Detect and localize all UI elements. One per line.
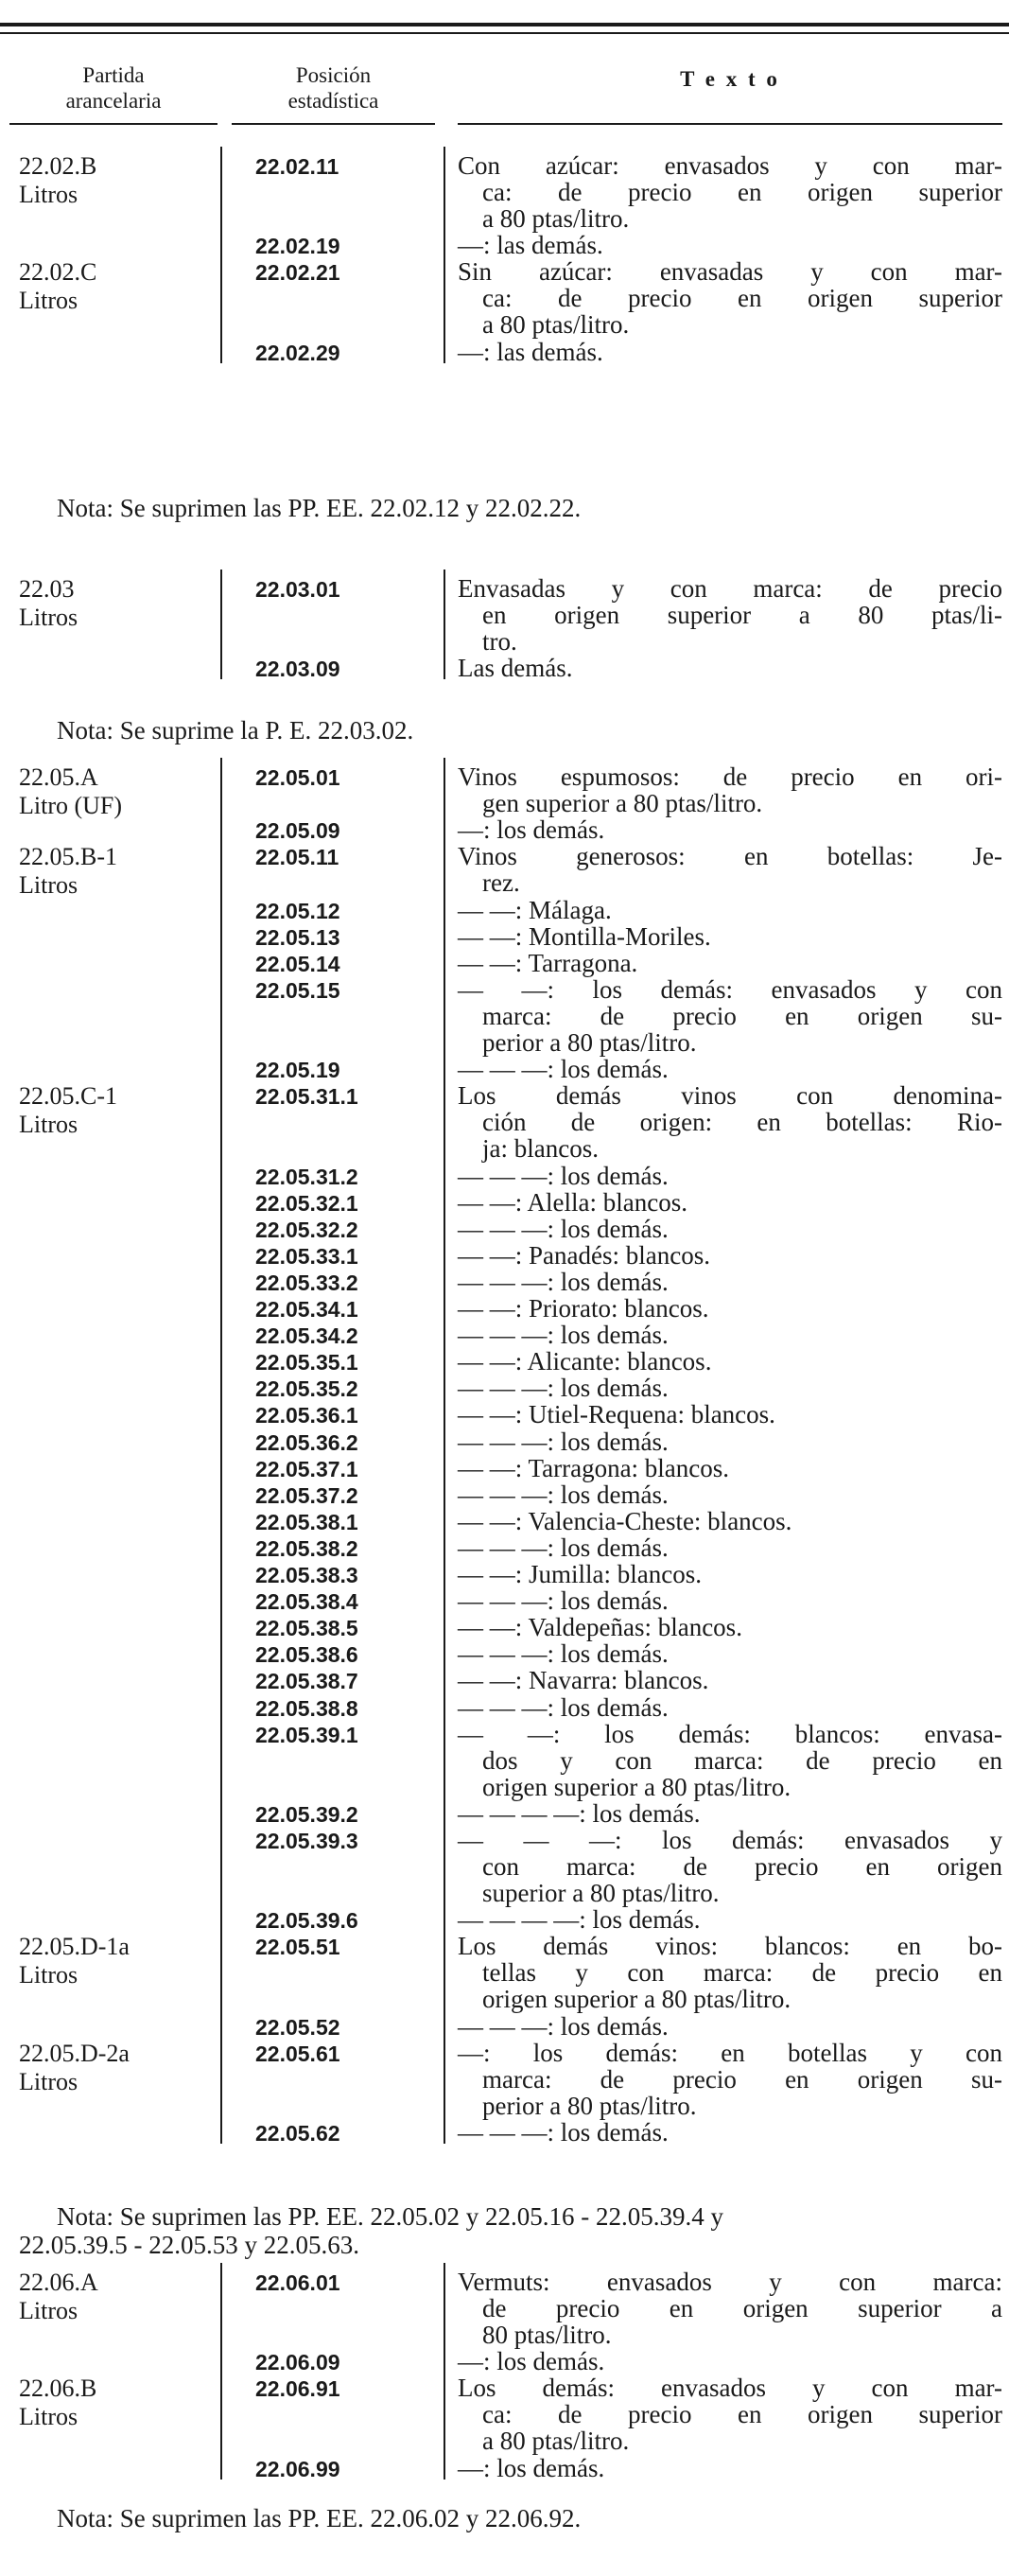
posicion-estadistica: 22.05.38.5 <box>255 1616 358 1641</box>
posicion-estadistica: 22.05.01 <box>255 765 340 790</box>
texto-cell <box>458 1508 1002 1534</box>
posicion-estadistica: 22.05.33.2 <box>255 1270 358 1295</box>
texto-line: — —: Tarragona. <box>458 948 638 977</box>
header-partida <box>9 62 217 114</box>
texto-cell <box>458 655 1002 681</box>
texto-cell <box>458 2348 1002 2374</box>
texto-line: — —: Tarragona: blancos. <box>458 1453 730 1482</box>
texto-line: — — —: los demás. <box>458 2011 669 2041</box>
posicion-estadistica: 22.05.39.1 <box>255 1722 358 1747</box>
texto-cell <box>458 950 1002 976</box>
texto-cell <box>458 575 1002 655</box>
texto-cell <box>458 1534 1002 1561</box>
partida-unit: Litros <box>19 871 78 900</box>
posicion-estadistica: 22.05.09 <box>255 818 340 844</box>
posicion-estadistica: 22.05.31.2 <box>255 1164 358 1189</box>
texto-cell <box>458 1906 1002 1933</box>
texto-line: Vinos generosos: en botellas: Je- <box>458 842 1002 871</box>
texto-cell <box>458 976 1002 1056</box>
posicion-estadistica: 22.06.09 <box>255 2350 340 2375</box>
column-rule-1 <box>220 2263 222 2480</box>
texto-line: — — —: los demás. <box>458 1055 669 1084</box>
posicion-estadistica: 22.05.36.2 <box>255 1429 358 1455</box>
partida-code: 22.03 <box>19 575 75 603</box>
posicion-estadistica: 22.05.36.1 <box>255 1403 358 1428</box>
texto-cell <box>458 232 1002 258</box>
partida-code: 22.05.B-1 <box>19 843 117 871</box>
texto-cell <box>458 1348 1002 1375</box>
column-rule-1 <box>220 147 222 363</box>
posicion-estadistica: 22.05.33.1 <box>255 1243 358 1269</box>
header-texto: T e x t o <box>680 67 780 91</box>
texto-line: — —: Utiel-Requena: blancos. <box>458 1400 775 1429</box>
posicion-estadistica: 22.05.39.3 <box>255 1829 358 1853</box>
column-rule-2 <box>444 570 445 679</box>
texto-cell <box>458 1933 1002 2012</box>
column-rule-1 <box>220 570 222 679</box>
texto-line: — —: Priorato: blancos. <box>458 1294 709 1323</box>
posicion-estadistica: 22.05.31.1 <box>255 1084 358 1110</box>
texto-line: rez. <box>482 868 520 898</box>
texto-cell <box>458 339 1002 365</box>
texto-line: — —: Valencia-Cheste: blancos. <box>458 1506 792 1535</box>
texto-line: ción de origen: en botellas: Rio- <box>482 1108 1002 1137</box>
section-note: Nota: Se suprime la P. E. 22.03.02. <box>57 716 414 745</box>
partida-code: 22.05.C-1 <box>19 1082 117 1111</box>
partida-unit: Litros <box>19 2067 78 2095</box>
partida-code: 22.06.B <box>19 2374 97 2403</box>
texto-cell <box>458 1295 1002 1322</box>
texto-line: — —: Navarra: blancos. <box>458 1666 709 1695</box>
texto-line: — — —: los demás. <box>458 1533 669 1562</box>
texto-cell <box>458 923 1002 950</box>
posicion-estadistica: 22.06.99 <box>255 2456 340 2481</box>
texto-line: —: las demás. <box>458 231 603 260</box>
partida-code: 22.06.A <box>19 2269 98 2296</box>
partida-unit: Litros <box>19 2297 78 2324</box>
posicion-estadistica: 22.06.01 <box>255 2270 340 2295</box>
header-partida-line1: Partida <box>82 63 145 87</box>
texto-line: Los demás: envasados y con mar- <box>458 2374 1002 2403</box>
texto-line: origen superior a 80 ptas/litro. <box>482 1985 792 2014</box>
texto-cell <box>458 2455 1002 2481</box>
posicion-estadistica: 22.05.37.1 <box>255 1456 358 1481</box>
partida-code: 22.02.B <box>19 152 97 180</box>
column-rule-2 <box>444 758 445 2144</box>
posicion-estadistica: 22.05.38.4 <box>255 1589 358 1615</box>
texto-cell <box>458 843 1002 896</box>
texto-cell <box>458 1269 1002 1295</box>
texto-cell <box>458 1587 1002 1614</box>
texto-cell <box>458 1322 1002 1348</box>
posicion-estadistica: 22.05.38.7 <box>255 1669 358 1694</box>
partida-unit: Litros <box>19 604 78 631</box>
texto-line: superior a 80 ptas/litro. <box>482 1879 720 1907</box>
texto-line: —: los demás. <box>458 2453 605 2482</box>
posicion-estadistica: 22.02.19 <box>255 234 340 259</box>
texto-cell <box>458 897 1002 923</box>
section-note: Nota: Se suprimen las PP. EE. 22.05.02 y 22.05.16 - 22.05.39.4 y <box>57 2202 723 2231</box>
texto-line: dos y con marca: de precio en <box>482 1745 1002 1775</box>
texto-line: — — —: los demás. <box>458 1214 669 1243</box>
posicion-estadistica: 22.05.13 <box>255 924 340 950</box>
texto-line: ca: de precio en origen superior <box>482 178 1002 206</box>
texto-line: — — —: los demás. <box>458 1586 669 1616</box>
texto-line: ja: blancos. <box>482 1134 599 1164</box>
posicion-estadistica: 22.05.38.8 <box>255 1695 358 1721</box>
texto-cell <box>458 1189 1002 1216</box>
partida-code: 22.05.D-1a <box>19 1933 130 1961</box>
section-note: 22.05.39.5 - 22.05.53 y 22.05.63. <box>19 2231 359 2259</box>
texto-cell <box>458 1721 1002 1800</box>
posicion-estadistica: 22.03.01 <box>255 577 340 602</box>
texto-cell <box>458 2374 1002 2454</box>
texto-line: — — —: los demás. <box>458 2118 669 2147</box>
texto-cell <box>458 258 1002 338</box>
texto-line: Sin azúcar: envasadas y con mar- <box>458 257 1002 287</box>
partida-code: 22.05.A <box>19 763 98 791</box>
texto-cell <box>458 816 1002 843</box>
texto-line: —: las demás. <box>458 337 603 366</box>
header-rule-col2 <box>232 123 435 125</box>
texto-cell <box>458 2013 1002 2040</box>
posicion-estadistica: 22.05.61 <box>255 2041 340 2066</box>
texto-line: ca: de precio en origen superior <box>482 2400 1002 2429</box>
texto-line: — —: los demás: blancos: envasa- <box>458 1719 1002 1748</box>
texto-cell <box>458 1375 1002 1401</box>
texto-line: — — — —: los demás. <box>458 1905 701 1935</box>
texto-line: — —: los demás: envasados y con <box>458 974 1002 1004</box>
texto-line: —: los demás. <box>458 2347 605 2376</box>
section-note: Nota: Se suprimen las PP. EE. 22.06.02 y 22.06.92. <box>57 2504 582 2532</box>
texto-line: ca: de precio en origen superior <box>482 284 1002 313</box>
texto-cell <box>458 1401 1002 1428</box>
posicion-estadistica: 22.05.62 <box>255 2121 340 2147</box>
texto-cell <box>458 1640 1002 1667</box>
posicion-estadistica: 22.06.91 <box>255 2376 340 2402</box>
posicion-estadistica: 22.05.38.6 <box>255 1642 358 1668</box>
texto-line: en origen superior a 80 ptas/li- <box>482 601 1002 629</box>
texto-line: perior a 80 ptas/litro. <box>482 1027 697 1057</box>
posicion-estadistica: 22.05.39.2 <box>255 1801 358 1827</box>
texto-cell <box>458 1163 1002 1189</box>
texto-line: — — —: los demás. <box>458 1374 669 1403</box>
texto-line: marca: de precio en origen su- <box>482 1001 1002 1030</box>
texto-line: a 80 ptas/litro. <box>482 310 630 340</box>
texto-cell <box>458 1614 1002 1640</box>
header-rule-col1 <box>9 123 217 125</box>
texto-line: — — —: los demás. <box>458 1480 669 1509</box>
texto-line: origen superior a 80 ptas/litro. <box>482 1772 792 1801</box>
column-rule-1 <box>220 758 222 2144</box>
partida-unit: Litros <box>19 287 78 315</box>
posicion-estadistica: 22.05.12 <box>255 898 340 923</box>
texto-line: — — —: los demás. <box>458 1427 669 1456</box>
texto-line: Vermuts: envasados y con marca: <box>458 2268 1002 2296</box>
texto-line: — —: Jumilla: blancos. <box>458 1560 702 1588</box>
texto-line: — — —: los demás. <box>458 1321 669 1350</box>
header-partida-line2: arancelaria <box>65 89 162 113</box>
posicion-estadistica: 22.05.37.2 <box>255 1482 358 1508</box>
texto-line: 80 ptas/litro. <box>482 2321 612 2349</box>
texto-cell <box>458 1694 1002 1721</box>
texto-line: Los demás vinos con denomina- <box>458 1081 1002 1111</box>
texto-cell <box>458 1800 1002 1827</box>
texto-cell <box>458 2040 1002 2119</box>
partida-unit: Litro (UF) <box>19 792 123 819</box>
texto-line: Los demás vinos: blancos: en bo- <box>458 1932 1002 1961</box>
texto-line: —: los demás. <box>458 815 605 845</box>
texto-cell <box>458 1827 1002 1906</box>
texto-line: — — —: los demás. <box>458 1692 669 1722</box>
texto-line: Las demás. <box>458 654 573 683</box>
texto-cell <box>458 1667 1002 1693</box>
posicion-estadistica: 22.05.35.2 <box>255 1376 358 1402</box>
header-posicion <box>232 62 435 114</box>
posicion-estadistica: 22.05.11 <box>255 845 339 870</box>
posicion-estadistica: 22.05.39.6 <box>255 1908 358 1934</box>
header-rule-col3 <box>458 123 1002 125</box>
header-posicion-line2: estadística <box>287 89 379 113</box>
texto-line: — —: Panadés: blancos. <box>458 1240 710 1270</box>
texto-line: — —: Alella: blancos. <box>458 1187 687 1217</box>
texto-cell <box>458 1242 1002 1269</box>
texto-line: gen superior a 80 ptas/litro. <box>482 789 763 817</box>
posicion-estadistica: 22.05.38.1 <box>255 1509 358 1534</box>
texto-line: —: los demás: en botellas y con <box>458 2038 1002 2067</box>
texto-line: — —: Montilla-Moriles. <box>458 921 711 951</box>
texto-line: tellas y con marca: de precio en <box>482 1958 1002 1988</box>
texto-line: tro. <box>482 627 517 656</box>
texto-line: perior a 80 ptas/litro. <box>482 2091 697 2120</box>
texto-cell <box>458 2119 1002 2146</box>
posicion-estadistica: 22.05.19 <box>255 1058 340 1083</box>
section-note: Nota: Se suprimen las PP. EE. 22.02.12 y 22.02.22. <box>57 494 582 522</box>
texto-cell <box>458 1056 1002 1082</box>
posicion-estadistica: 22.05.51 <box>255 1935 340 1960</box>
texto-line: Vinos espumosos: de precio en ori- <box>458 762 1002 791</box>
texto-cell <box>458 1455 1002 1481</box>
posicion-estadistica: 22.05.52 <box>255 2014 340 2040</box>
column-rule-2 <box>444 147 445 363</box>
texto-cell <box>458 1561 1002 1587</box>
posicion-estadistica: 22.05.32.1 <box>255 1190 358 1216</box>
texto-line: — — —: los demás. <box>458 1267 669 1296</box>
texto-line: Con azúcar: envasados y con mar- <box>458 151 1002 180</box>
texto-line: con marca: de precio en origen <box>482 1852 1002 1881</box>
partida-unit: Litros <box>19 181 78 208</box>
posicion-estadistica: 22.05.34.1 <box>255 1297 358 1322</box>
posicion-estadistica: 22.03.09 <box>255 657 340 682</box>
texto-line: — —: Málaga. <box>458 895 612 924</box>
partida-code: 22.02.C <box>19 258 97 287</box>
texto-line: a 80 ptas/litro. <box>482 2427 630 2456</box>
texto-line: de precio en origen superior a <box>482 2294 1002 2322</box>
header-posicion-line1: Posición <box>295 63 372 87</box>
partida-unit: Litros <box>19 2403 78 2431</box>
texto-cell <box>458 1082 1002 1162</box>
posicion-estadistica: 22.02.21 <box>255 260 340 286</box>
posicion-estadistica: 22.02.11 <box>255 154 339 179</box>
posicion-estadistica: 22.05.34.2 <box>255 1323 358 1349</box>
texto-cell <box>458 2269 1002 2348</box>
texto-cell <box>458 152 1002 232</box>
posicion-estadistica: 22.05.35.1 <box>255 1350 358 1376</box>
texto-line: — — — —: los demás. <box>458 1798 701 1828</box>
texto-line: — —: Valdepeñas: blancos. <box>458 1613 742 1642</box>
texto-cell <box>458 763 1002 816</box>
posicion-estadistica: 22.05.14 <box>255 951 340 976</box>
column-rule-2 <box>444 2263 445 2480</box>
partida-unit: Litros <box>19 1111 78 1139</box>
texto-line: — — —: los demás. <box>458 1161 669 1190</box>
texto-line: — — —: los demás: envasados y <box>458 1826 1002 1854</box>
texto-cell <box>458 1428 1002 1455</box>
partida-code: 22.05.D-2a <box>19 2039 130 2067</box>
partida-unit: Litros <box>19 1961 78 1989</box>
posicion-estadistica: 22.05.15 <box>255 977 340 1003</box>
texto-line: — —: Alicante: blancos. <box>458 1347 712 1376</box>
texto-line: a 80 ptas/litro. <box>482 204 630 233</box>
texto-cell <box>458 1481 1002 1508</box>
texto-line: — — —: los demás. <box>458 1639 669 1669</box>
posicion-estadistica: 22.02.29 <box>255 340 340 365</box>
posicion-estadistica: 22.05.38.2 <box>255 1535 358 1561</box>
posicion-estadistica: 22.05.38.3 <box>255 1563 358 1587</box>
texto-line: Envasadas y con marca: de precio <box>458 574 1002 603</box>
posicion-estadistica: 22.05.32.2 <box>255 1217 358 1242</box>
texto-cell <box>458 1216 1002 1242</box>
texto-line: marca: de precio en origen su- <box>482 2064 1002 2094</box>
